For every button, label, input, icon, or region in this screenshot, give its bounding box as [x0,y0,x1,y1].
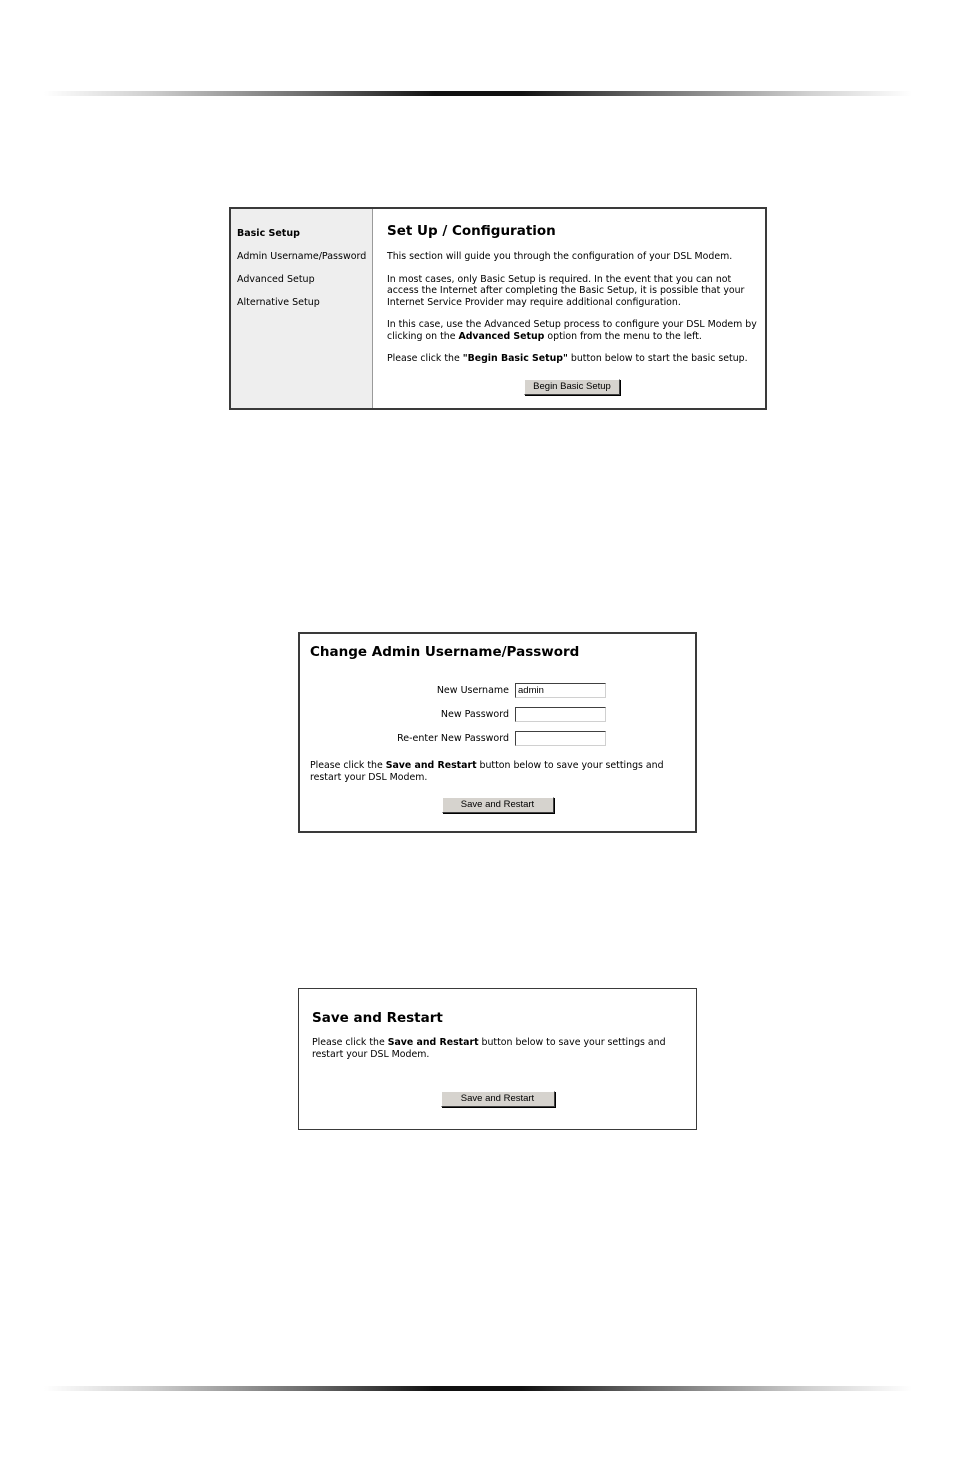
reenter-password-input[interactable] [515,731,606,746]
begin-basic-setup-button[interactable]: Begin Basic Setup [524,379,620,395]
save-panel-title: Save and Restart [312,1010,443,1026]
sidebar-item-admin-username-password[interactable]: Admin Username/Password [237,251,367,262]
password-row [310,702,685,726]
admin-credentials-form [310,678,685,750]
reenter-password-label: Re-enter New Password [397,732,509,744]
bottom-divider [44,1386,912,1391]
sidebar-item-alternative-setup[interactable]: Alternative Setup [237,297,320,308]
username-row [310,678,685,702]
new-username-label: New Username [436,684,509,696]
setup-content [373,209,765,408]
sidebar-item-basic-setup[interactable]: Basic Setup [237,228,300,239]
reenter-password-row [310,726,685,750]
new-username-input[interactable]: admin [515,683,606,698]
basic-setup-info-text: In most cases, only Basic Setup is required. In the event that you can not access the Internet after completing the Basic Setup, it is possible that your Internet Service Provider may require additional configuration. [387,273,745,308]
save-and-restart-button-final[interactable]: Save and Restart [441,1091,555,1107]
page-title: Set Up / Configuration [387,223,556,239]
begin-instruction-text: Please click the "Begin Basic Setup" button below to start the basic setup. [387,353,748,364]
top-divider [44,91,912,96]
save-restart-panel [298,988,697,1130]
intro-text: This section will guide you through the configuration of your DSL Modem. [387,251,733,262]
advanced-setup-info-text: In this case, use the Advanced Setup process to configure your DSL Modem by clicking on the Advanced Setup option from the menu to the left. [387,319,757,342]
save-and-restart-button[interactable]: Save and Restart [442,797,554,813]
sidebar-item-advanced-setup[interactable]: Advanced Setup [237,274,315,285]
new-password-input[interactable] [515,707,606,722]
save-note: Please click the Save and Restart button below to save your settings and restart your DSL Modem. [312,1037,666,1060]
admin-panel-title: Change Admin Username/Password [310,644,580,660]
admin-save-note: Please click the Save and Restart button below to save your settings and restart your DSL Modem. [310,760,664,783]
setup-sidebar [231,209,373,408]
setup-configuration-panel [229,207,767,410]
new-password-label: New Password [440,708,509,720]
change-admin-panel [298,632,697,833]
